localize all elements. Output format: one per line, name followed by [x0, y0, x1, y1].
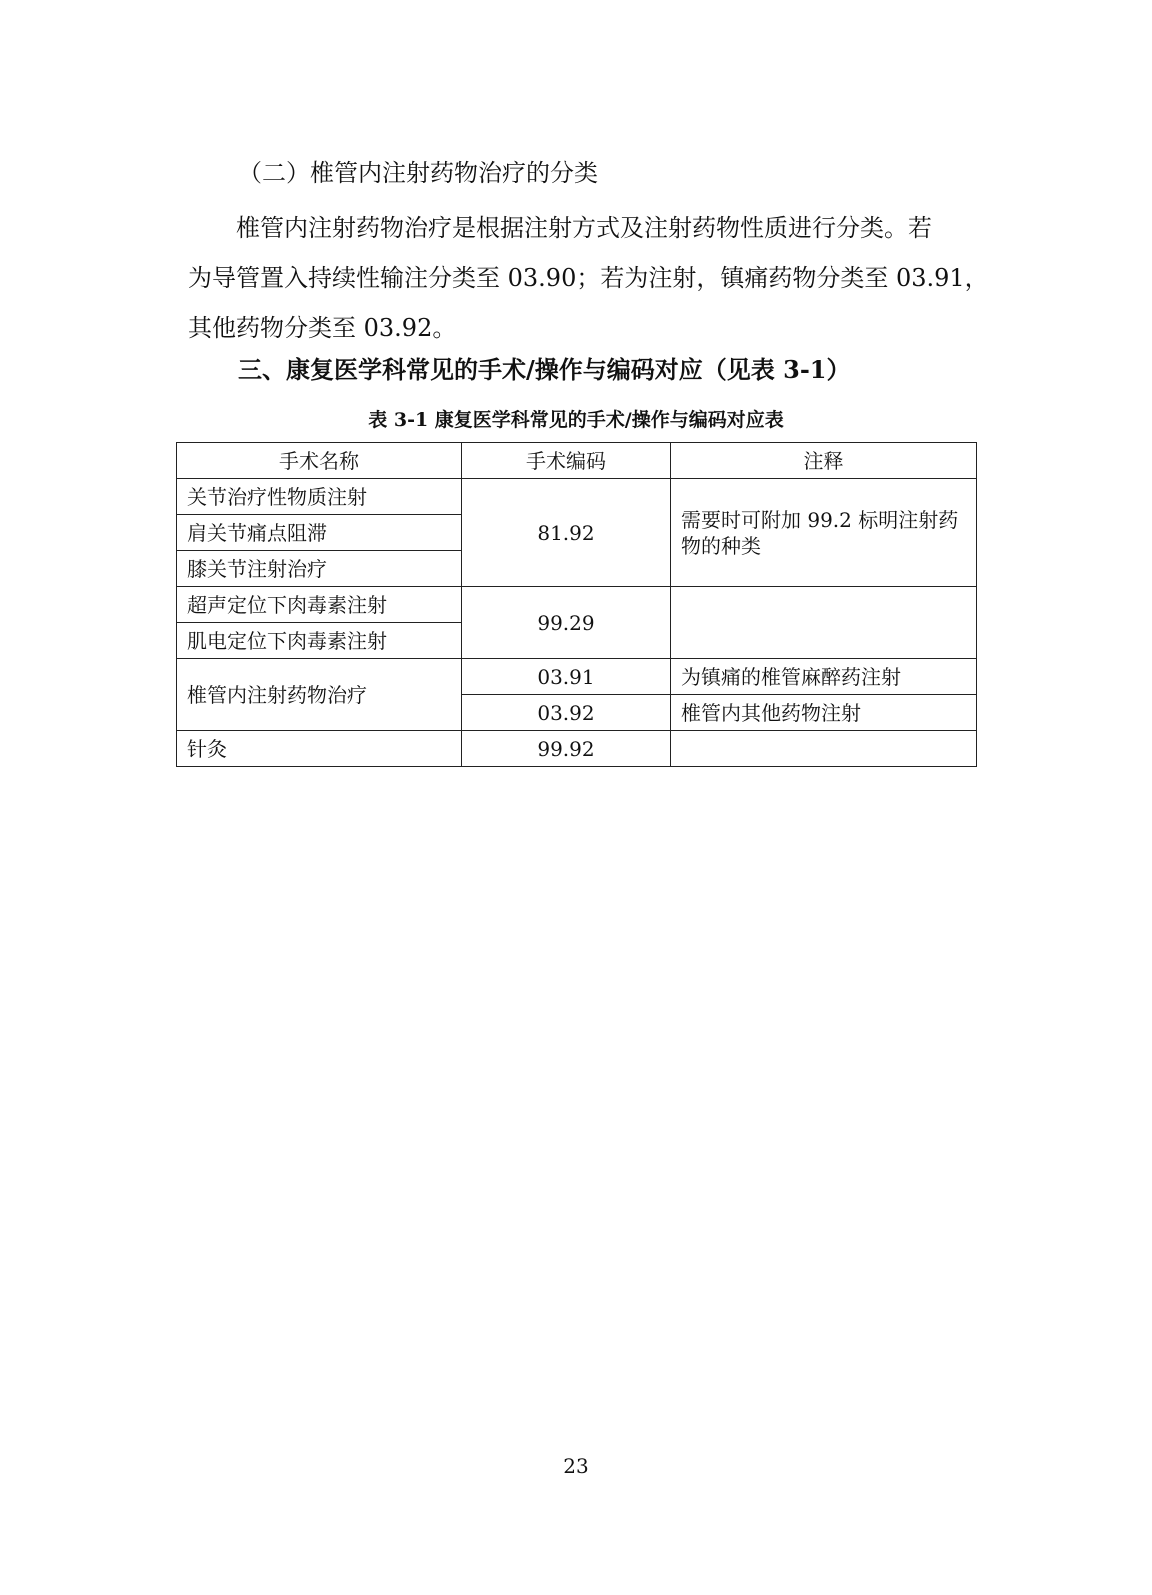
table-row — [177, 479, 977, 515]
paragraph-line: 椎管内注射药物治疗是根据注射方式及注射药物性质进行分类。若 — [236, 214, 932, 242]
note-cell: 需要时可附加 99.2 标明注射药物的种类 — [671, 479, 977, 587]
header-note: 注释 — [671, 443, 977, 479]
note-cell — [671, 731, 977, 767]
procedure-code-cell: 03.92 — [462, 695, 671, 731]
subheading: （二）椎管内注射药物治疗的分类 — [238, 159, 598, 187]
note-cell — [671, 587, 977, 659]
procedure-code-cell: 81.92 — [462, 479, 671, 587]
procedure-name-cell: 针灸 — [177, 731, 462, 767]
procedure-name-cell: 关节治疗性物质注射 — [177, 479, 462, 515]
procedure-name-cell: 肌电定位下肉毒素注射 — [177, 623, 462, 659]
table-row — [177, 731, 977, 767]
body-paragraph — [188, 203, 989, 353]
table-caption: 表 3-1 康复医学科常见的手术/操作与编码对应表 — [368, 409, 784, 431]
procedure-name-cell: 肩关节痛点阻滞 — [177, 515, 462, 551]
procedure-code-cell: 03.91 — [462, 659, 671, 695]
note-cell: 为镇痛的椎管麻醉药注射 — [671, 659, 977, 695]
procedure-code-cell: 99.92 — [462, 731, 671, 767]
section-heading: 三、康复医学科常见的手术/操作与编码对应（见表 3-1） — [238, 355, 851, 384]
procedure-name-cell: 椎管内注射药物治疗 — [177, 659, 462, 731]
note-cell: 椎管内其他药物注射 — [671, 695, 977, 731]
procedure-name-cell: 超声定位下肉毒素注射 — [177, 587, 462, 623]
procedure-code-table — [176, 442, 977, 767]
header-procedure-name: 手术名称 — [177, 443, 462, 479]
paragraph-line: 为导管置入持续性输注分类至 03.90；若为注射，镇痛药物分类至 03.91， — [188, 264, 989, 292]
paragraph-line: 其他药物分类至 03.92。 — [188, 314, 457, 342]
procedure-code-cell: 99.29 — [462, 587, 671, 659]
table-header-row — [177, 443, 977, 479]
page-number: 23 — [563, 1454, 589, 1478]
header-procedure-code: 手术编码 — [462, 443, 671, 479]
table-row — [177, 587, 977, 623]
procedure-name-cell: 膝关节注射治疗 — [177, 551, 462, 587]
table-row — [177, 659, 977, 695]
